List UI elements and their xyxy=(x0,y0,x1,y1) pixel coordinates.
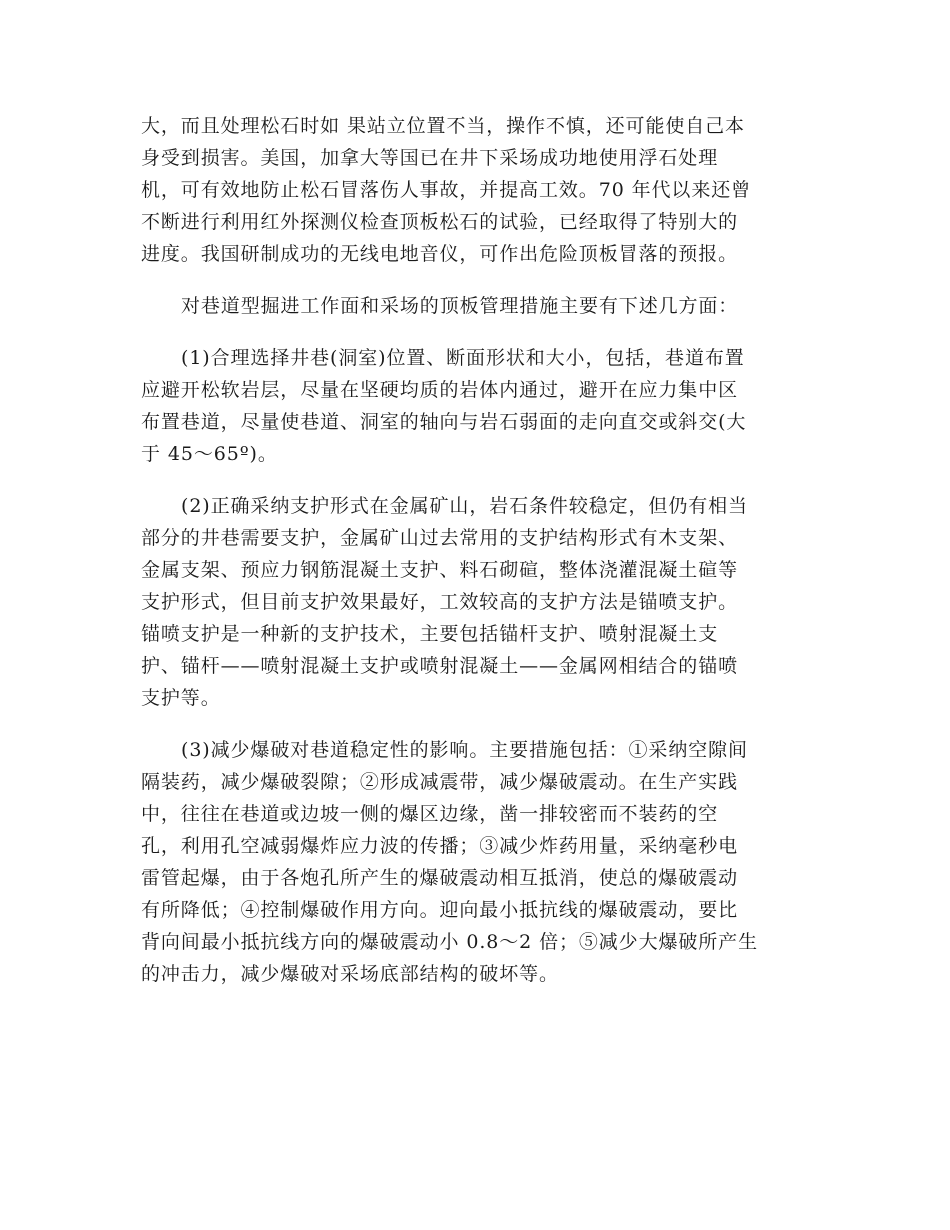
text-line: 金属支架、预应力钢筋混凝土支护、料石砌碹，整体浇灌混凝土碹等 xyxy=(141,559,739,581)
text-line: 的冲击力，减少爆破对采场底部结构的破坏等。 xyxy=(141,963,559,985)
paragraph-measure-2 xyxy=(141,490,811,714)
paragraph-intro-measures xyxy=(141,290,811,322)
text-line: 护、锚杆——喷射混凝土支护或喷射混凝土——金属网相结合的锚喷 xyxy=(141,655,739,677)
text-line: 不断进行利用红外探测仪检查顶板松石的试验，已经取得了特别大的 xyxy=(141,211,739,233)
text-line: 大，而且处理松石时如 果站立位置不当，操作不慎，还可能使自己本 xyxy=(141,115,745,137)
text-line: 支护等。 xyxy=(141,687,221,709)
text-line: 应避开松软岩层，尽量在坚硬均质的岩体内通过，避开在应力集中区 xyxy=(141,379,739,401)
text-line: 身受到损害。美国，加拿大等国已在井下采场成功地使用浮石处理 xyxy=(141,147,719,169)
text-line: 背向间最小抵抗线方向的爆破震动小 0.8～2 倍；⑤减少大爆破所产生 xyxy=(141,931,758,953)
text-line: 隔装药，减少爆破裂隙；②形成减震带，减少爆破震动。在生产实践 xyxy=(141,771,739,793)
text-line: 部分的井巷需要支护，金属矿山过去常用的支护结构形式有木支架、 xyxy=(141,527,739,549)
text-line: (2)正确采纳支护形式在金属矿山，岩石条件较稳定，但仍有相当 xyxy=(181,495,748,517)
text-line: 雷管起爆，由于各炮孔所产生的爆破震动相互抵消，使总的爆破震动 xyxy=(141,867,739,889)
text-line: 孔，利用孔空减弱爆炸应力波的传播；③减少炸药用量，采纳毫秒电 xyxy=(141,835,739,857)
text-line: (3)减少爆破对巷道稳定性的影响。主要措施包括：①采纳空隙间 xyxy=(181,739,748,761)
text-line: 有所降低；④控制爆破作用方向。迎向最小抵抗线的爆破震动，要比 xyxy=(141,899,739,921)
text-line: 锚喷支护是一种新的支护技术，主要包括锚杆支护、喷射混凝土支 xyxy=(141,623,719,645)
paragraph-measure-1 xyxy=(141,342,811,470)
text-line: 布置巷道，尽量使巷道、洞室的轴向与岩石弱面的走向直交或斜交(大 xyxy=(141,411,747,433)
text-line: 于 45～65º)。 xyxy=(141,443,278,465)
text-line: 支护形式，但目前支护效果最好，工效较高的支护方法是锚喷支护。 xyxy=(141,591,739,613)
text-line: 对巷道型掘进工作面和采场的顶板管理措施主要有下述几方面： xyxy=(181,295,739,317)
text-line: (1)合理选择井巷(洞室)位置、断面形状和大小，包括，巷道布置 xyxy=(181,347,745,369)
text-line: 进度。我国研制成功的无线电地音仪，可作出危险顶板冒落的预报。 xyxy=(141,243,739,265)
document-body xyxy=(141,110,811,1010)
text-line: 机，可有效地防止松石冒落伤人事故，并提高工效。70 年代以来还曾 xyxy=(141,179,752,201)
paragraph-measure-3 xyxy=(141,734,811,990)
paragraph-continuation xyxy=(141,110,811,270)
text-line: 中，往往在巷道或边坡一侧的爆区边缘，凿一排较密而不装药的空 xyxy=(141,803,719,825)
